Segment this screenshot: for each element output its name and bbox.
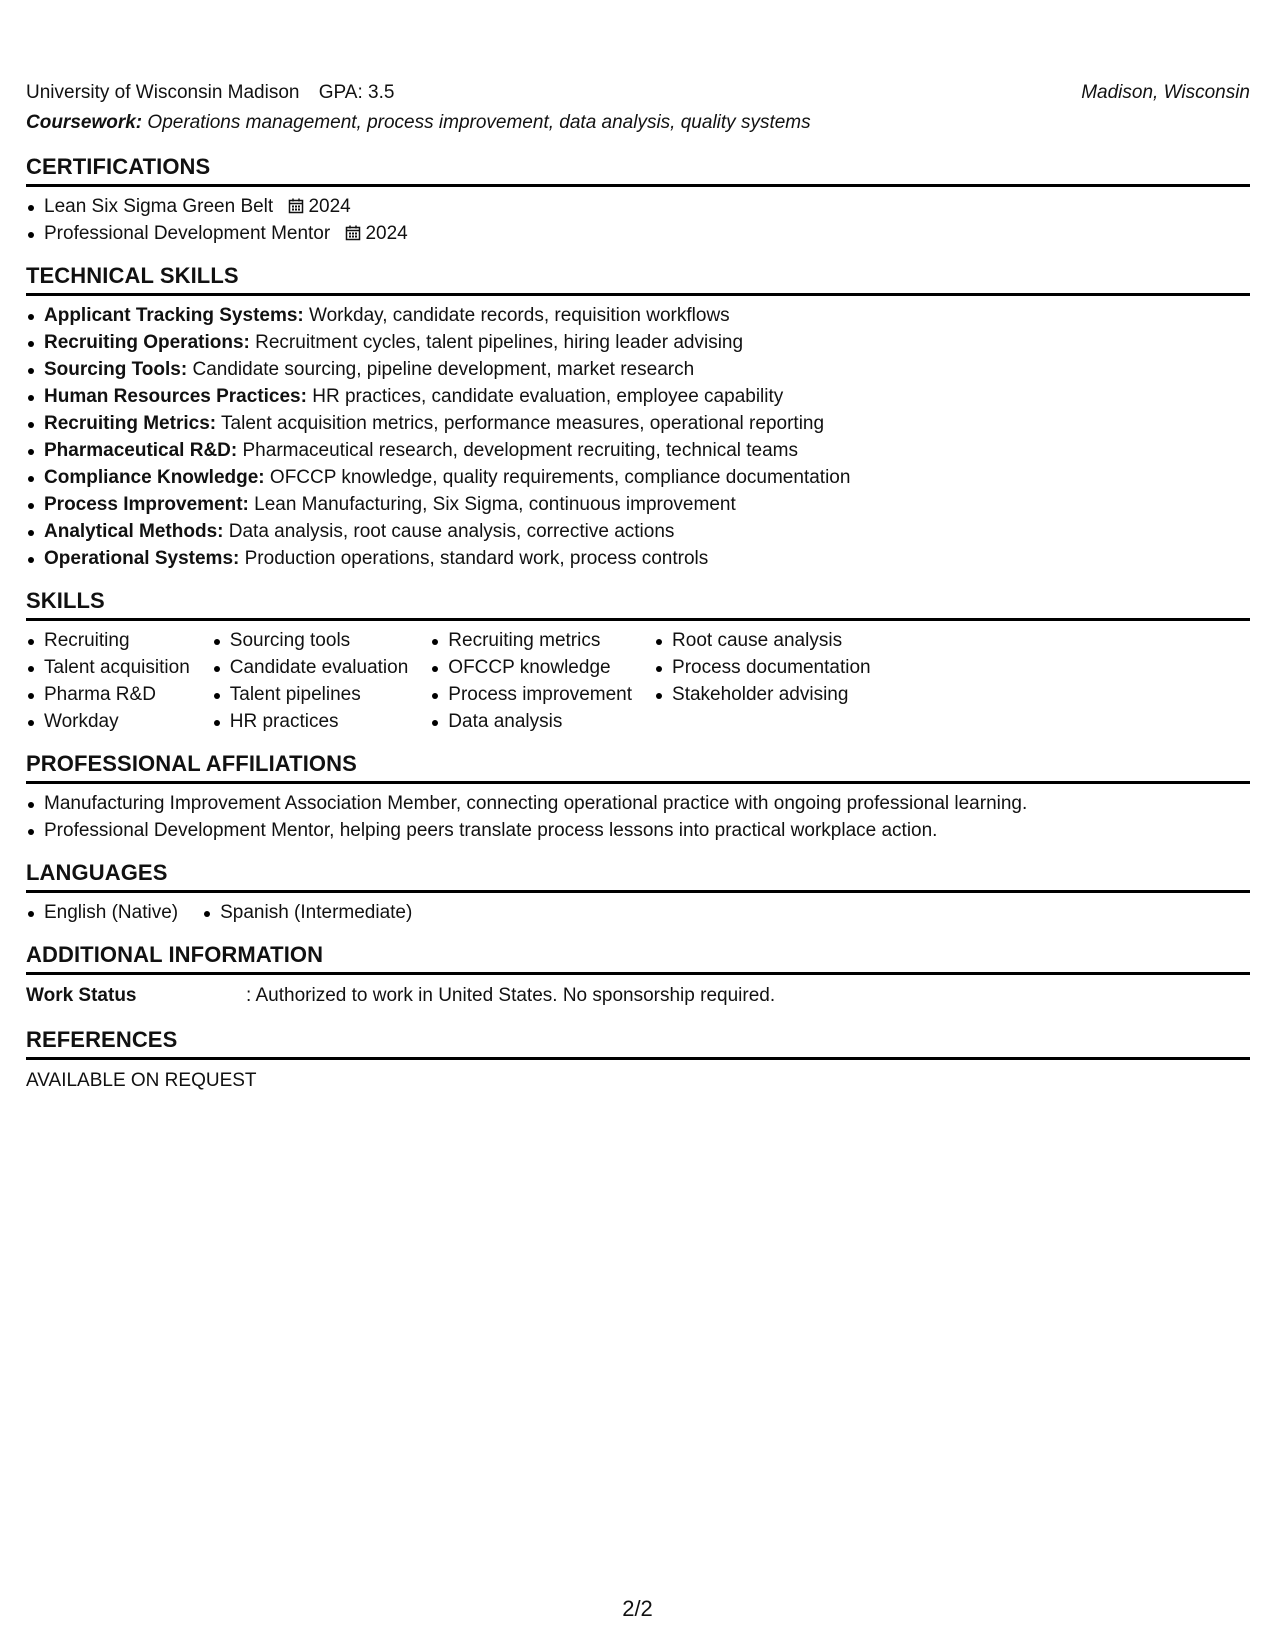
list-item — [26, 220, 1250, 247]
languages-list — [26, 899, 436, 926]
list-item: HR practices — [212, 708, 409, 735]
list-item: Process documentation — [654, 654, 871, 681]
affiliations-section — [26, 749, 1250, 844]
skills-column — [26, 627, 190, 735]
skill-text: OFCCP knowledge, quality requirements, compliance documentation — [264, 467, 851, 488]
skills-grid — [26, 627, 1250, 735]
section-title-references: REFERENCES — [26, 1025, 1250, 1060]
list-item: Professional Development Mentor, helping peers translate process lessons into practical workplace action. — [26, 817, 1250, 844]
list-item: Manufacturing Improvement Association Member, connecting operational practice with ongoing professional learning. — [26, 790, 1250, 817]
skill-label: Sourcing Tools: — [44, 359, 188, 380]
certification-year: 2024 — [365, 223, 408, 244]
technical-skills-section — [26, 261, 1250, 572]
skill-text: Data analysis, root cause analysis, corrective actions — [223, 521, 675, 542]
certifications-section — [26, 152, 1250, 247]
education-left — [26, 78, 394, 108]
list-item: English (Native) — [26, 899, 178, 926]
references-text: AVAILABLE ON REQUEST — [26, 1070, 257, 1091]
coursework-text: Operations management, process improvement, data analysis, quality systems — [142, 112, 811, 133]
work-status-value: : Authorized to work in United States. No sponsorship required. — [246, 985, 776, 1006]
skill-label: Recruiting Operations: — [44, 332, 250, 353]
skill-label: Compliance Knowledge: — [44, 467, 265, 488]
list-item: Stakeholder advising — [654, 681, 871, 708]
skill-label: Process Improvement: — [44, 494, 249, 515]
list-item — [26, 302, 1250, 329]
list-item: Talent pipelines — [212, 681, 409, 708]
list-item — [26, 437, 1250, 464]
languages-row — [26, 899, 1250, 926]
skill-text: Pharmaceutical research, development recruiting, technical teams — [237, 440, 799, 461]
list-item: OFCCP knowledge — [430, 654, 632, 681]
skill-text: Recruitment cycles, talent pipelines, hiring leader advising — [249, 332, 744, 353]
school-location: Madison, Wisconsin — [1081, 82, 1250, 103]
page-number: 2/2 — [622, 1596, 653, 1621]
list-item — [26, 383, 1250, 410]
work-status-label: Work Status — [26, 985, 137, 1006]
list-item — [26, 193, 1250, 220]
skills-section — [26, 586, 1250, 735]
list-item — [26, 410, 1250, 437]
additional-info-section — [26, 940, 1250, 1011]
references-section — [26, 1025, 1250, 1096]
skill-text: Talent acquisition metrics, performance measures, operational reporting — [216, 413, 825, 434]
technical-skills-list — [26, 302, 1250, 572]
skill-label: Recruiting Metrics: — [44, 413, 217, 434]
skill-label: Human Resources Practices: — [44, 386, 307, 407]
list-item — [26, 464, 1250, 491]
coursework-label: Coursework: — [26, 112, 143, 133]
list-item: Recruiting metrics — [430, 627, 632, 654]
section-title-certifications: CERTIFICATIONS — [26, 152, 1250, 187]
calendar-icon — [288, 198, 304, 214]
list-item: Process improvement — [430, 681, 632, 708]
list-item: Pharma R&D — [26, 681, 190, 708]
list-item — [26, 356, 1250, 383]
section-title-technical-skills: TECHNICAL SKILLS — [26, 261, 1250, 296]
skill-text: Workday, candidate records, requisition workflows — [303, 305, 730, 326]
list-item: Root cause analysis — [654, 627, 871, 654]
gpa: GPA: 3.5 — [318, 82, 395, 103]
education-row — [26, 78, 1250, 108]
skill-text: Production operations, standard work, process controls — [239, 548, 709, 569]
certification-name: Lean Six Sigma Green Belt — [44, 196, 274, 217]
section-title-skills: SKILLS — [26, 586, 1250, 621]
section-title-additional-info: ADDITIONAL INFORMATION — [26, 940, 1250, 975]
list-item: Sourcing tools — [212, 627, 409, 654]
coursework — [26, 108, 1250, 138]
list-item: Workday — [26, 708, 190, 735]
list-item — [26, 545, 1250, 572]
skill-text: Candidate sourcing, pipeline development, market research — [187, 359, 695, 380]
certifications-list — [26, 193, 1250, 247]
affiliations-list — [26, 790, 1250, 844]
resume-page — [26, 78, 1250, 1096]
section-title-affiliations: PROFESSIONAL AFFILIATIONS — [26, 749, 1250, 784]
list-item: Data analysis — [430, 708, 632, 735]
list-item: Talent acquisition — [26, 654, 190, 681]
school-name: University of Wisconsin Madison — [26, 82, 300, 103]
skill-text: HR practices, candidate evaluation, employee capability — [306, 386, 784, 407]
skill-label: Operational Systems: — [44, 548, 240, 569]
skill-label: Applicant Tracking Systems: — [44, 305, 304, 326]
skill-label: Pharmaceutical R&D: — [44, 440, 238, 461]
skills-column — [430, 627, 632, 735]
certification-name: Professional Development Mentor — [44, 223, 331, 244]
list-item — [26, 491, 1250, 518]
list-item: Candidate evaluation — [212, 654, 409, 681]
skills-column — [654, 627, 871, 735]
languages-section — [26, 858, 1250, 926]
list-item — [26, 518, 1250, 545]
skill-label: Analytical Methods: — [44, 521, 224, 542]
list-item: Recruiting — [26, 627, 190, 654]
section-title-languages: LANGUAGES — [26, 858, 1250, 893]
list-item — [26, 329, 1250, 356]
skills-column — [212, 627, 409, 735]
list-item: Spanish (Intermediate) — [202, 899, 412, 926]
skill-text: Lean Manufacturing, Six Sigma, continuous improvement — [248, 494, 736, 515]
certification-year: 2024 — [308, 196, 351, 217]
calendar-icon — [345, 225, 361, 241]
work-status-row — [26, 981, 1250, 1011]
